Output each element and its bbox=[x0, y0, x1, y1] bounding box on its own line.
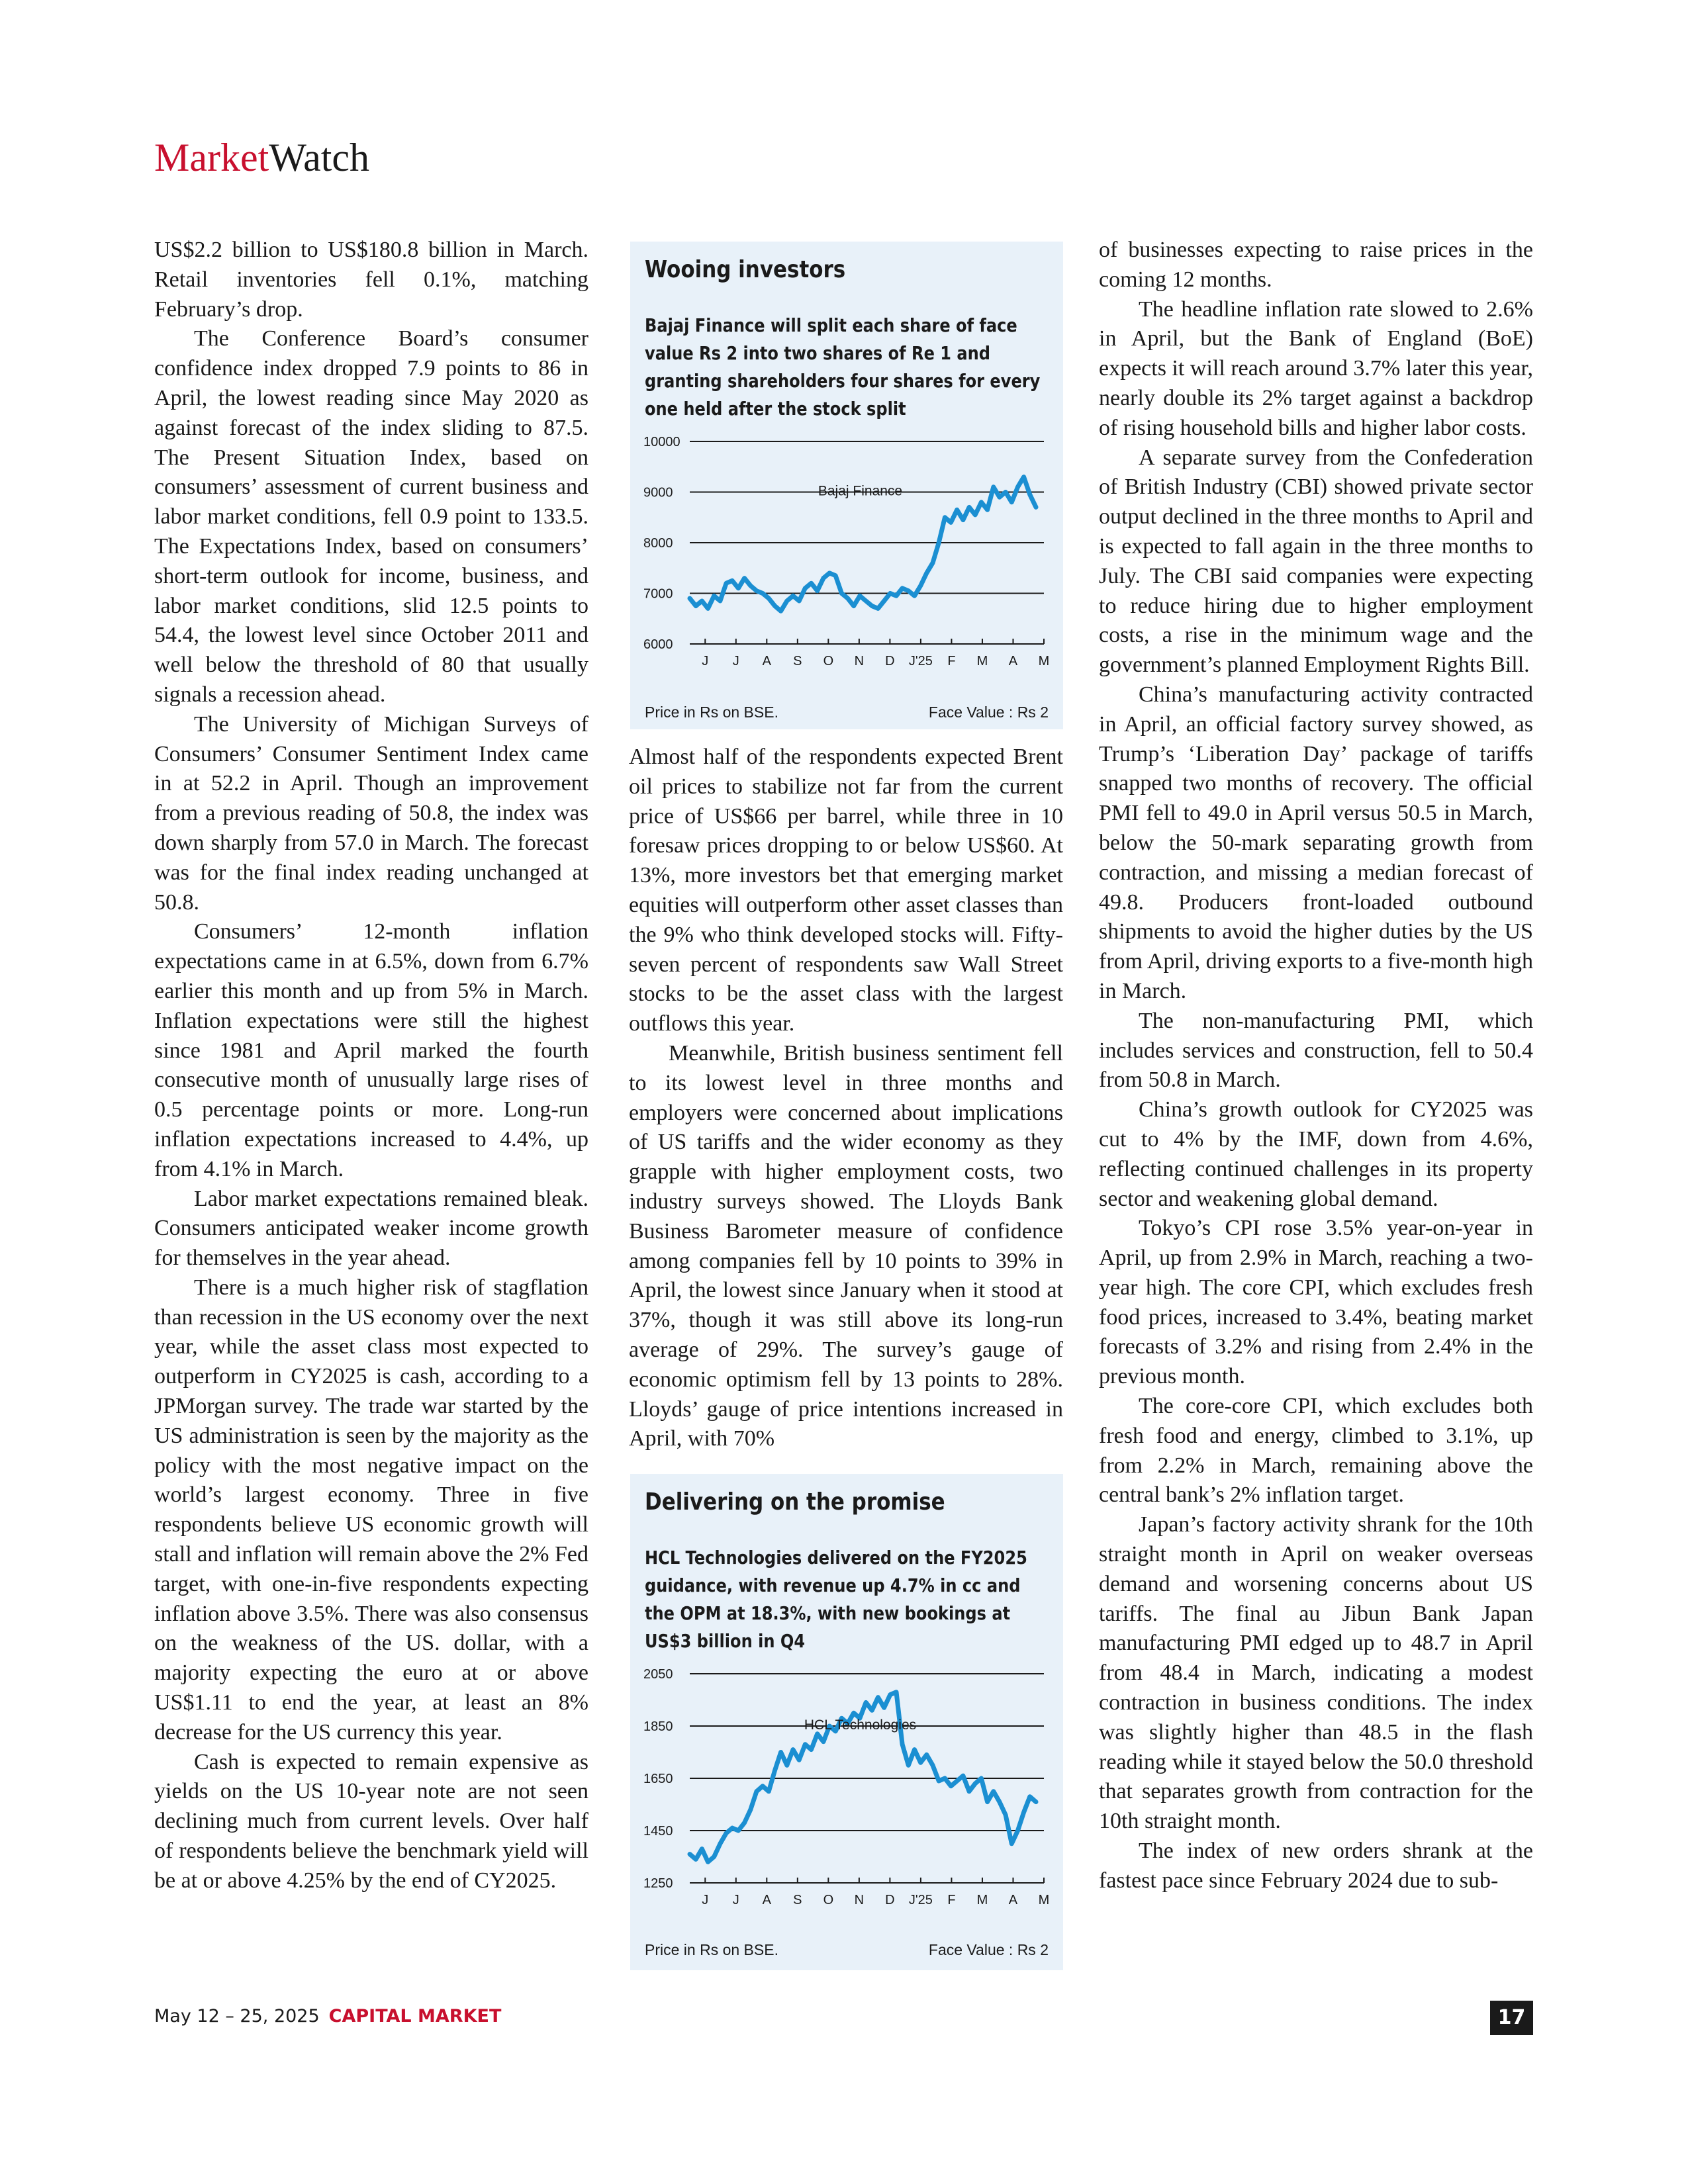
body-paragraph: The non-manufacturing PMI, which includes services and construction, fell to 50.4 from 50.8 in March. bbox=[1099, 1008, 1533, 1093]
x-tick-label: N bbox=[854, 654, 865, 668]
y-tick-label: 1650 bbox=[643, 1772, 673, 1786]
y-tick-label: 1450 bbox=[643, 1824, 673, 1839]
x-tick-label: M bbox=[976, 654, 988, 668]
y-tick-label: 10000 bbox=[643, 435, 680, 449]
x-tick-label: O bbox=[823, 1893, 834, 1907]
section-title-watch: Watch bbox=[269, 136, 370, 179]
x-tick-label: S bbox=[793, 654, 802, 668]
y-tick-label: 7000 bbox=[643, 586, 673, 602]
section-title bbox=[154, 138, 369, 177]
body-paragraph: Cash is expected to remain expensive as yields on the US 10-year note are not seen declining much from current levels. Over half of respondents believe the benchmark yield will be at or above 4.25% by the end of CY2025. bbox=[154, 1749, 588, 1893]
x-tick-label: S bbox=[793, 1893, 802, 1907]
body-paragraph: China’s manufacturing activity contracted in April, an official factory survey showed, as Trump’s ‘Liberation Day’ package of tariffs snapped two months of recovery. The official PMI fell to 49.0 in April versus 50.5 in March, below the 50-mark separating growth from contraction, and missing a median forecast of 49.8. Producers front-loaded outbound shipments to avoid the higher duties by the US from April, driving exports to a five-month high in March. bbox=[1099, 682, 1533, 1003]
y-tick-label: 9000 bbox=[643, 485, 673, 500]
chart-subtitle: HCL Technologies delivered on the FY2025 guidance, with revenue up 4.7% in cc and the OPM at 18.3%, with new bookings at US$3 billion in Q4 bbox=[645, 1547, 1027, 1652]
y-tick-label: 2050 bbox=[643, 1667, 673, 1682]
y-tick-label: 6000 bbox=[643, 637, 673, 652]
chart-title: Wooing investors bbox=[645, 256, 846, 283]
body-paragraph: Japan’s factory activity shrank for the 10th straight month in April on weaker overseas demand and worsening concerns about US tariffs. The final au Jibun Bank Japan manufacturing PMI edged up to 48.7 in April from 48.4 in March, indicating a modest contraction in business conditions. The index was slightly higher than 48.5 in the flash reading while it stayed below the 50.0 threshold that separates growth from contraction for the 10th straight month. bbox=[1099, 1512, 1533, 1834]
x-tick-label: J'25 bbox=[908, 654, 933, 668]
x-tick-label: M bbox=[1038, 654, 1050, 668]
body-paragraph: The Conference Board’s consumer confidence index dropped 7.9 points to 86 in April, the lowest reading since May 2020 as against forecast of the index sliding to 87.5. The Present Situation Index, based on consumers’ assessment of current business and labor market conditions, fell 0.9 point to 133.5. The Expectations Index, based on consumers’ short-term outlook for income, business, and labor market conditions, slid 12.5 points to 54.4, the lowest level since October 2011 and well below the threshold of 80 that usually signals a recession ahead. bbox=[154, 326, 588, 707]
x-tick-label: M bbox=[1038, 1893, 1050, 1907]
x-tick-label: F bbox=[947, 654, 956, 668]
section-title-market: Market bbox=[154, 136, 269, 179]
body-paragraph: Labor market expectations remained bleak. Consumers anticipated weaker income growth for themselves in the year ahead. bbox=[154, 1186, 588, 1271]
issue-date: May 12 – 25, 2025 bbox=[154, 2006, 320, 2026]
body-paragraph: The index of new orders shrank at the fastest pace since February 2024 due to sub- bbox=[1099, 1839, 1533, 1893]
chart-footnote-right: Face Value : Rs 2 bbox=[928, 1941, 1049, 1958]
x-tick-label: N bbox=[854, 1893, 865, 1907]
chart-svg bbox=[630, 1659, 1063, 1931]
x-tick-label: D bbox=[885, 654, 895, 668]
x-tick-label: A bbox=[762, 654, 771, 668]
y-tick-label: 8000 bbox=[643, 536, 673, 551]
series-label: HCL Technologies bbox=[804, 1717, 917, 1733]
body-paragraph: Almost half of the respondents expected Brent oil prices to stabilize not far from the current price of US$66 per barrel, while three in 10 foresaw prices dropping to or below US$60. At 13%, more investors bet that emerging market equities will outperform other asset classes than the 9% who think developed stocks will. Fifty-seven percent of respondents saw Wall Street stocks to be the asset class with the largest outflows this year. bbox=[629, 745, 1063, 1036]
chart-title: Delivering on the promise bbox=[645, 1488, 945, 1516]
x-tick-label: J bbox=[732, 654, 739, 668]
column-3 bbox=[1099, 236, 1533, 1896]
x-tick-label: J bbox=[702, 654, 709, 668]
x-tick-label: J bbox=[732, 1893, 739, 1907]
body-paragraph: Tokyo’s CPI rose 3.5% year-on-year in April, up from 2.9% in March, reaching a two-year high. The core CPI, which excludes fresh food prices, increased to 3.4%, beating market forecasts of 3.2% and rising from 2.4% in the previous month. bbox=[1099, 1216, 1533, 1389]
y-tick-label: 1250 bbox=[643, 1876, 673, 1891]
x-tick-label: A bbox=[1008, 654, 1018, 668]
x-tick-label: A bbox=[762, 1893, 771, 1907]
x-tick-label: J bbox=[702, 1893, 709, 1907]
page-footer bbox=[154, 2006, 501, 2026]
magazine-name: CAPITAL MARKET bbox=[328, 2006, 502, 2026]
chart-footnote-left: Price in Rs on BSE. bbox=[645, 704, 778, 721]
body-paragraph: Consumers’ 12-month inflation expectations came in at 6.5%, down from 6.7% earlier this month and up from 5% in March. Inflation expectations were still the highest since 1981 and April marked the fourth consecutive month of unusually large rises of 0.5 percentage points or more. Long-run inflation expectations increased to 4.4%, up from 4.1% in March. bbox=[154, 919, 588, 1181]
y-tick-label: 1850 bbox=[643, 1719, 673, 1734]
x-tick-label: F bbox=[947, 1893, 956, 1907]
body-paragraph: The University of Michigan Surveys of Consumers’ Consumer Sentiment Index came in at 52.2 in April. Though an improvement from a previous reading of 50.8, the index was down sharply from 57.0 in March. The forecast was for the final index reading unchanged at 50.8. bbox=[154, 711, 588, 915]
x-tick-label: O bbox=[823, 654, 834, 668]
column-2 bbox=[629, 743, 1063, 1454]
x-tick-label: J'25 bbox=[908, 1893, 933, 1907]
body-paragraph: There is a much higher risk of stagflation than recession in the US economy over the next year, while the asset class most expected to outperform in CY2025 is cash, according to a JPMorgan survey. The trade war started by the US administration is seen by the majority as the policy with the most negative impact on the world’s largest economy. Three in five respondents believe US economic growth will stall and inflation will remain above the 2% Fed target, with one-in-five respondents expecting inflation above 3.5%. There was also consensus on the weakness of the US. dollar, with a majority expecting the euro at or above US$1.11 to end the year, at least an 8% decrease for the US currency this year. bbox=[154, 1275, 588, 1745]
body-paragraph: US$2.2 billion to US$180.8 billion in March. Retail inventories fell 0.1%, matching February’s drop. bbox=[154, 238, 588, 322]
series-label: Bajaj Finance bbox=[818, 483, 903, 499]
chart-box-hcl bbox=[630, 1474, 1063, 1970]
chart-svg bbox=[630, 427, 1063, 692]
body-paragraph: The headline inflation rate slowed to 2.6% in April, but the Bank of England (BoE) expects it will reach around 3.7% later this year, nearly double its 2% target against a backdrop of rising household bills and higher labor costs. bbox=[1099, 296, 1533, 440]
chart-subtitle: Bajaj Finance will split each share of face value Rs 2 into two shares of Re 1 and granting shareholders four shares for every one held after the stock split bbox=[645, 314, 1041, 420]
chart-footnote-left: Price in Rs on BSE. bbox=[645, 1941, 778, 1958]
body-paragraph: of businesses expecting to raise prices in the coming 12 months. bbox=[1099, 238, 1533, 292]
column-1 bbox=[154, 236, 588, 1896]
chart-footnote-right: Face Value : Rs 2 bbox=[928, 704, 1049, 721]
chart-box-bajaj bbox=[630, 242, 1063, 729]
body-paragraph: Meanwhile, British business sentiment fell to its lowest level in three months and employers were concerned about implications of US tariffs and the wider economy as they grapple with higher employment costs, two industry surveys showed. The Lloyds Bank Business Barometer measure of confidence among companies fell by 10 points to 39% in April, the lowest since January when it stood at 37%, though it was still above its long-run average of 29%. The survey’s gauge of economic optimism fell by 13 points to 28%. Lloyds’ gauge of price intentions increased in April, with 70% bbox=[629, 1040, 1063, 1451]
body-paragraph: A separate survey from the Confederation of British Industry (CBI) showed private sector output declined in the three months to April and is expected to fall again in the three months to July. The CBI said companies were expecting to reduce hiring due to higher employment costs, a rise in the minimum wage and the government’s planned Employment Rights Bill. bbox=[1099, 445, 1533, 678]
body-paragraph: The core-core CPI, which excludes both fresh food and energy, climbed to 3.1%, up from 2.2% in March, remaining above the central bank’s 2% inflation target. bbox=[1099, 1394, 1533, 1508]
x-tick-label: M bbox=[976, 1893, 988, 1907]
page-number: 17 bbox=[1490, 2001, 1533, 2035]
body-paragraph: China’s growth outlook for CY2025 was cut to 4% by the IMF, down from 4.6%, reflecting continued challenges in its property sector and weakening global demand. bbox=[1099, 1097, 1533, 1211]
x-tick-label: D bbox=[885, 1893, 895, 1907]
x-tick-label: A bbox=[1008, 1893, 1018, 1907]
